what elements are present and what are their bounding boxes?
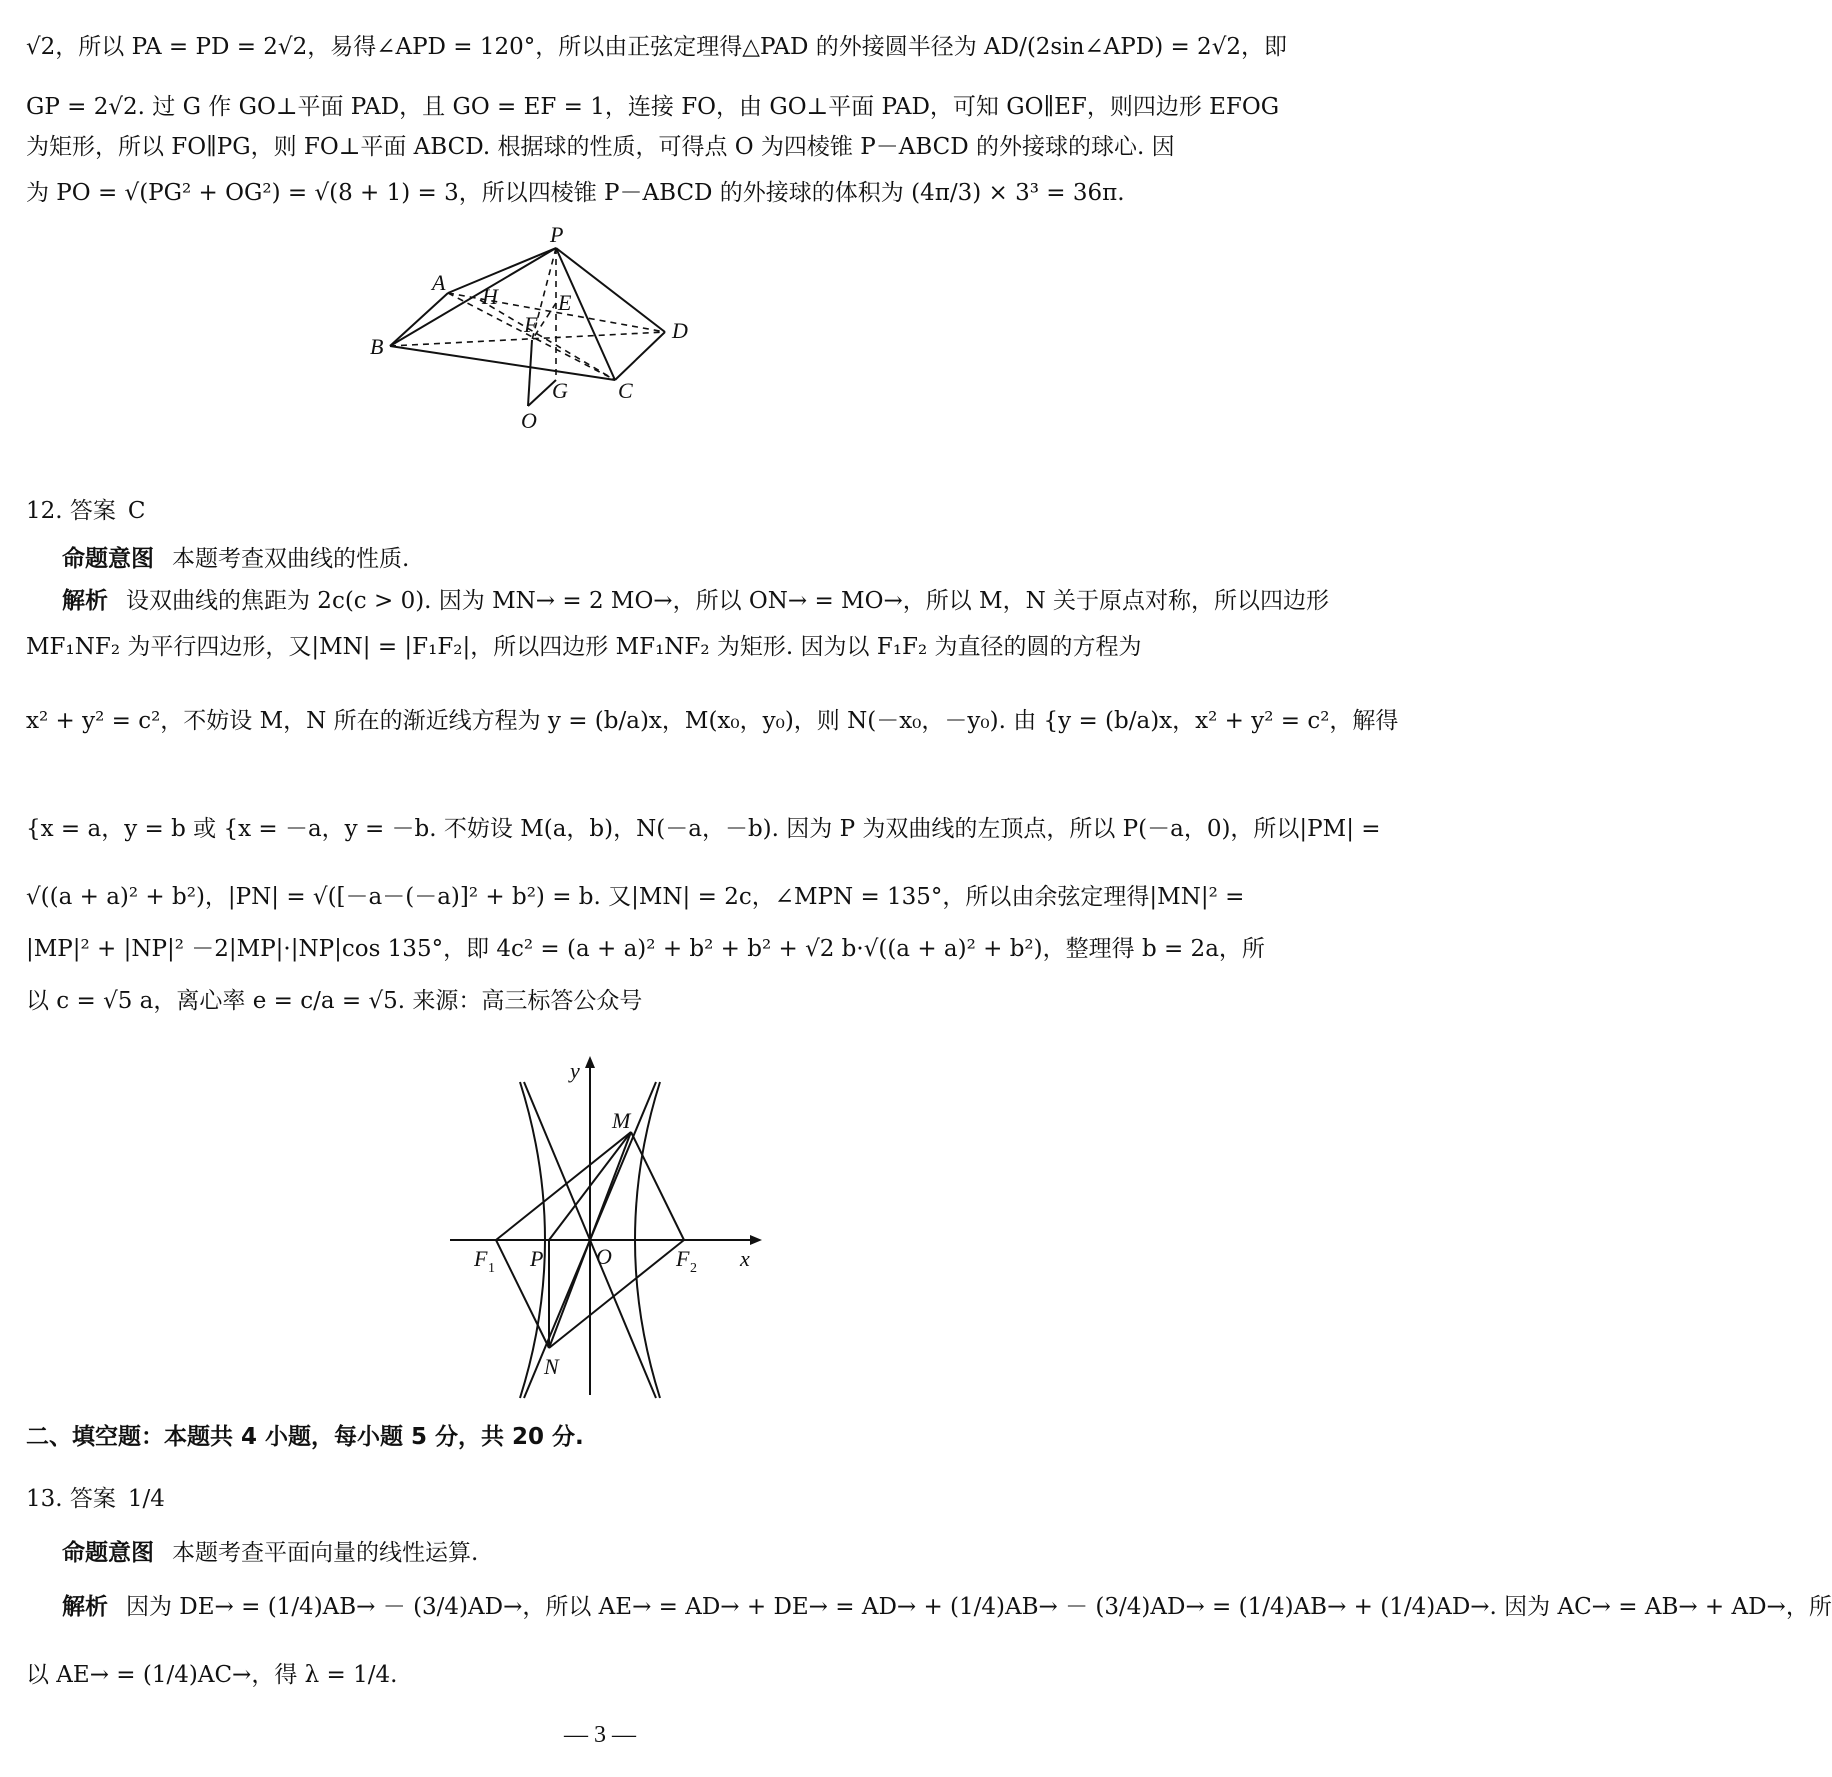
q13-header [26, 1484, 1136, 1514]
figure-label: A [432, 270, 446, 295]
intent-text: 本题考查平面向量的线性运算. [172, 1540, 479, 1566]
text-line: √((a + a)² + b²)，|PN| = √([－a－(－a)]² + b²) = b. 又|MN| = 2c，∠MPN = 135°，所以由余弦定理得|MN|² = [26, 884, 1245, 910]
hyperbola-figure [440, 1040, 770, 1410]
page-number: — 3 — [564, 1722, 636, 1748]
q12-answer: C [127, 498, 146, 524]
q13-intent [62, 1538, 1172, 1568]
figure-label: N [544, 1354, 559, 1379]
figure-label: B [370, 334, 384, 359]
text-line: {x = a，y = b 或 {x = －a，y = －b. 不妨设 M(a，b)，N(－a，－b). 因为 P 为双曲线的左顶点，所以 P(－a，0)，所以|PM| = [26, 816, 1381, 842]
intent-text: 本题考查双曲线的性质. [172, 546, 410, 572]
figure-label: F [474, 1246, 488, 1271]
text-line: MF₁NF₂ 为平行四边形，又|MN| = |F₁F₂|，所以四边形 MF₁NF₂ 为矩形. 因为以 F₁F₂ 为直径的圆的方程为 [26, 634, 1142, 660]
intent-label: 命题意图 [62, 546, 154, 572]
analysis-label: 解析 [62, 1594, 108, 1620]
text-line: GP = 2√2. 过 G 作 GO⊥平面 PAD，且 GO = EF = 1，连接 FO，由 GO⊥平面 PAD，可知 GO∥EF，则四边形 EFOG [26, 94, 1280, 120]
analysis-text: 因为 DE→ = (1/4)AB→ － (3/4)AD→，所以 AE→ = AD→ + DE→ = AD→ + (1/4)AB→ － (3/4)AD→ = (1/4)AB→ + (1/4)AD→. 因为 AC→ = AB→ + AD→，所 [126, 1594, 1832, 1620]
figure-label: P [530, 1246, 544, 1271]
figure-label: H [482, 284, 498, 309]
figure-label: G [552, 378, 568, 403]
q12-analysis-line [62, 586, 1330, 616]
pyramid-figure [360, 222, 720, 438]
q13-analysis-line [62, 1592, 1832, 1622]
figure-label: E [558, 290, 572, 315]
axis-label: y [570, 1058, 580, 1083]
analysis-text: 设双曲线的焦距为 2c(c > 0). 因为 MN→ = 2 MO→，所以 ON→ = MO→，所以 M，N 关于原点对称，所以四边形 [126, 588, 1330, 614]
text-line: |MP|² + |NP|² －2|MP|·|NP|cos 135°，即 4c² = (a + a)² + b² + b² + √2 b·√((a + a)² + b²)，整理得 b = 2a，所 [26, 936, 1265, 962]
q12-header [26, 496, 1136, 526]
text-line: 为 PO = √(PG² + OG²) = √(8 + 1) = 3，所以四棱锥 P－ABCD 的外接球的体积为 (4π/3) × 3³ = 36π. [26, 180, 1125, 206]
section-heading: 二、填空题：本题共 4 小题，每小题 5 分，共 20 分. [26, 1424, 584, 1450]
figure-label: M [612, 1108, 631, 1133]
text-line: x² + y² = c²，不妨设 M，N 所在的渐近线方程为 y = (b/a)x，M(x₀，y₀)，则 N(－x₀，－y₀). 由 {y = (b/a)x，x² + y² = c²，解得 [26, 708, 1399, 734]
figure-label: 2 [690, 1261, 697, 1276]
figure-label: O [521, 408, 537, 433]
q13-answer: 1/4 [127, 1486, 165, 1512]
q12-number: 12. 答案 [26, 498, 116, 524]
figure-label: O [596, 1244, 612, 1269]
figure-label: C [618, 378, 633, 403]
figure-label: 1 [488, 1261, 495, 1276]
text-line: 以 AE→ = (1/4)AC→，得 λ = 1/4. [26, 1662, 398, 1688]
figure-label: F [676, 1246, 690, 1271]
q13-number: 13. 答案 [26, 1486, 116, 1512]
figure-label: P [550, 222, 564, 247]
intent-label: 命题意图 [62, 1540, 154, 1566]
figure-label: F [524, 312, 538, 337]
text-line: √2，所以 PA = PD = 2√2，易得∠APD = 120°，所以由正弦定理得△PAD 的外接圆半径为 AD/(2sin∠APD) = 2√2，即 [26, 34, 1287, 60]
text-line: 为矩形，所以 FO∥PG，则 FO⊥平面 ABCD. 根据球的性质，可得点 O 为四棱锥 P－ABCD 的外接球的球心. 因 [26, 134, 1175, 160]
figure-label: D [672, 318, 688, 343]
axis-label: x [740, 1246, 750, 1271]
text-line: 以 c = √5 a，离心率 e = c/a = √5. 来源：高三标答公众号 [26, 988, 643, 1014]
q12-intent [62, 544, 1172, 574]
analysis-label: 解析 [62, 588, 108, 614]
